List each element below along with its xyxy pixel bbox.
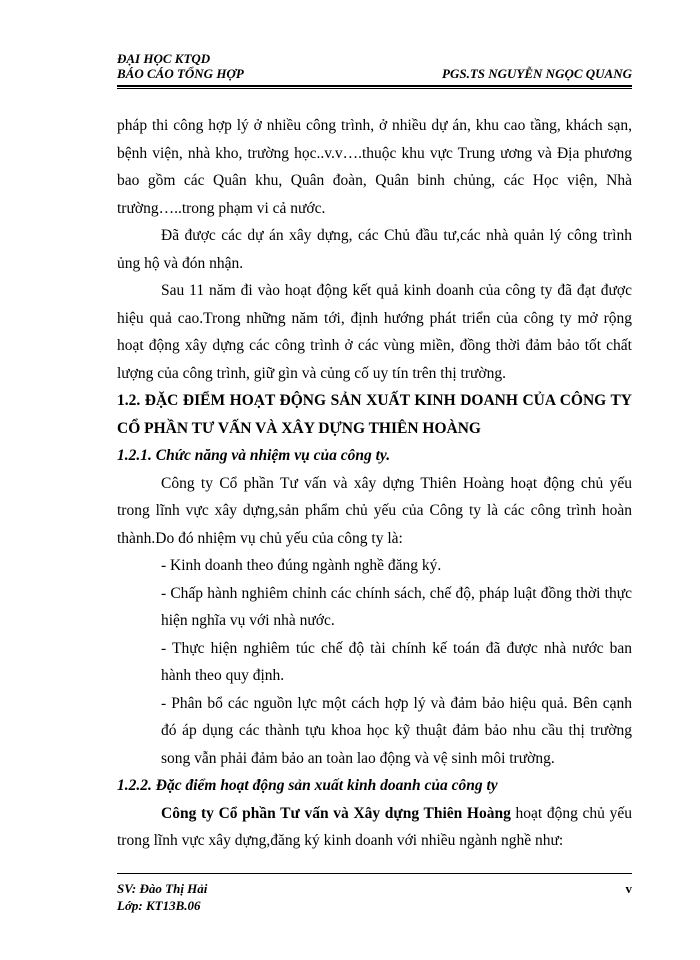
- header-supervisor: PGS.TS NGUYỄN NGỌC QUANG: [442, 66, 632, 81]
- header-university: ĐẠI HỌC KTQD: [117, 51, 211, 66]
- paragraph: Công ty Cổ phần Tư vấn và xây dựng Thiên Hoàng hoạt động chủ yếu trong lĩnh vực xây dựng,sản phẩm chủ yếu của Công ty là các công trình hoàn thành.Do đó nhiệm vụ chủ yếu của công ty là:: [117, 474, 632, 547]
- paragraph-text: hoạt động chủ yếu trong lĩnh vực xây dựng,đăng ký kinh doanh với nhiều ngành nghề như:: [117, 804, 632, 849]
- paragraph: [117, 800, 632, 855]
- page-footer: [117, 880, 632, 914]
- footer-student: SV: Đào Thị Hải: [117, 881, 208, 896]
- paragraph: Sau 11 năm đi vào hoạt động kết quả kinh doanh của công ty đã đạt được hiệu quả cao.Trong những năm tới, định hướng phát triển của công ty mở rộng hoạt động xây dựng các công trình ở các vùng miền, đồng thời đảm bảo tốt chất lượng của công trình, giữ gìn và củng cố uy tín trên thị trường.: [117, 282, 632, 382]
- bullet-item: - Kinh doanh theo đúng ngành nghề đăng ký.: [161, 557, 442, 574]
- header-report-type: BÁO CÁO TỔNG HỢP: [117, 66, 244, 81]
- page-header: [117, 51, 632, 81]
- footer-rule: [117, 873, 632, 874]
- bullet-item: - Chấp hành nghiêm chỉnh các chính sách, chế độ, pháp luật đồng thời thực hiện nghĩa vụ với nhà nước.: [161, 584, 632, 629]
- section-heading: 1.2. ĐẶC ĐIỂM HOẠT ĐỘNG SẢN XUẤT KINH DOANH CỦA CÔNG TY CỔ PHẦN TƯ VẤN VÀ XÂY DỰNG THIÊN HOÀNG: [117, 392, 632, 437]
- footer-class: Lớp: KT13B.06: [117, 898, 201, 913]
- company-name-bold: Công ty Cổ phần Tư vấn và Xây dựng Thiên Hoàng: [161, 804, 511, 822]
- header-rule-thin: [117, 88, 632, 89]
- paragraph: pháp thi công hợp lý ở nhiều công trình, ở nhiều dự án, khu cao tầng, khách sạn, bệnh viện, nhà kho, trường học..v.v….thuộc khu vực Trung ương và Địa phương bao gồm các Quân khu, Quân đoàn, Quân binh chủng, các Học viện, Nhà trường…..trong phạm vi cả nước.: [117, 117, 632, 217]
- page-number: v: [625, 881, 632, 896]
- bullet-item: - Phân bổ các nguồn lực một cách hợp lý và đảm bảo hiệu quả. Bên cạnh đó áp dụng các thành tựu khoa học kỹ thuật đảm bảo nhu cầu thị trường song vẫn phải đảm bảo an toàn lao động và vệ sinh môi trường.: [161, 694, 632, 767]
- header-rule-thick: [117, 85, 632, 87]
- bullet-item: - Thực hiện nghiêm túc chế độ tài chính kế toán đã được nhà nước ban hành theo quy định.: [161, 639, 632, 684]
- subsection-heading: 1.2.1. Chức năng và nhiệm vụ của công ty.: [117, 447, 391, 464]
- page-body: [117, 112, 632, 855]
- paragraph: Đã được các dự án xây dựng, các Chủ đầu tư,các nhà quản lý công trình ủng hộ và đón nhận.: [117, 227, 632, 272]
- subsection-heading: 1.2.2. Đặc điểm hoạt động sản xuất kinh doanh của công ty: [117, 777, 498, 794]
